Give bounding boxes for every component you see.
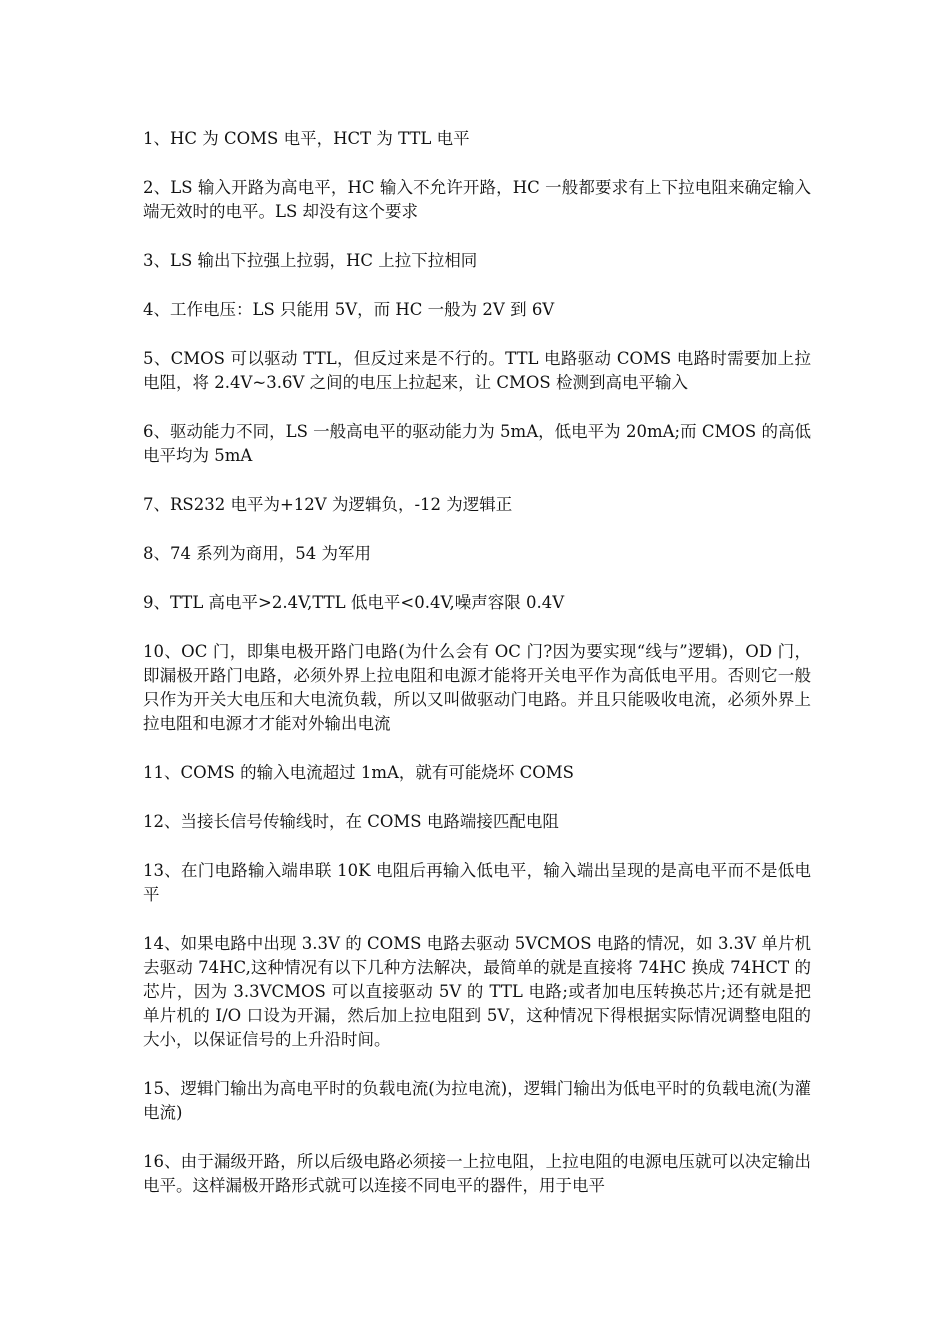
paragraph-8: 8、74 系列为商用，54 为军用	[143, 544, 371, 563]
paragraph-16: 16、由于漏级开路，所以后级电路必须接一上拉电阻，上拉电阻的电源电压就可以决定输出电平。这样漏极开路形式就可以连接不同电平的器件，用于电平	[143, 1152, 811, 1195]
paragraph-4: 4、工作电压：LS 只能用 5V，而 HC 一般为 2V 到 6V	[143, 300, 555, 319]
paragraph-5: 5、CMOS 可以驱动 TTL，但反过来是不行的。TTL 电路驱动 COMS 电路时需要加上拉电阻，将 2.4V~3.6V 之间的电压上拉起来，让 CMOS 检测到高电平输入	[143, 349, 811, 392]
paragraph-7: 7、RS232 电平为+12V 为逻辑负，-12 为逻辑正	[143, 495, 513, 514]
paragraph-15: 15、逻辑门输出为高电平时的负载电流(为拉电流)，逻辑门输出为低电平时的负载电流(为灌电流)	[143, 1079, 811, 1122]
paragraph-1: 1、HC 为 COMS 电平，HCT 为 TTL 电平	[143, 129, 470, 148]
paragraph-13: 13、在门电路输入端串联 10K 电阻后再输入低电平，输入端出呈现的是高电平而不是低电平	[143, 861, 811, 904]
paragraph-14: 14、如果电路中出现 3.3V 的 COMS 电路去驱动 5VCMOS 电路的情况，如 3.3V 单片机去驱动 74HC,这种情况有以下几种方法解决，最简单的就是直接将 74HC 换成 74HCT 的芯片，因为 3.3VCMOS 可以直接驱动 5V 的 TTL 电路;或者加电压转换芯片;还有就是把单片机的 I/O 口设为开漏，然后加上拉电阻到 5V，这种情况下得根据实际情况调整电阻的大小，以保证信号的上升沿时间。	[143, 934, 811, 1049]
document-body	[143, 127, 811, 1223]
paragraph-11: 11、COMS 的输入电流超过 1mA，就有可能烧坏 COMS	[143, 763, 574, 782]
paragraph-12: 12、当接长信号传输线时，在 COMS 电路端接匹配电阻	[143, 812, 559, 831]
paragraph-2: 2、LS 输入开路为高电平，HC 输入不允许开路，HC 一般都要求有上下拉电阻来确定输入端无效时的电平。LS 却没有这个要求	[143, 178, 811, 221]
paragraph-6: 6、驱动能力不同，LS 一般高电平的驱动能力为 5mA，低电平为 20mA;而 CMOS 的高低电平均为 5mA	[143, 422, 811, 465]
paragraph-9: 9、TTL 高电平>2.4V,TTL 低电平<0.4V,噪声容限 0.4V	[143, 593, 565, 612]
paragraph-3: 3、LS 输出下拉强上拉弱，HC 上拉下拉相同	[143, 251, 478, 270]
paragraph-10: 10、OC 门，即集电极开路门电路(为什么会有 OC 门?因为要实现“线与”逻辑)，OD 门，即漏极开路门电路，必须外界上拉电阻和电源才能将开关电平作为高低电平用。否则它一般只作为开关大电压和大电流负载，所以又叫做驱动门电路。并且只能吸收电流，必须外界上拉电阻和电源才才能对外输出电流	[143, 642, 811, 733]
